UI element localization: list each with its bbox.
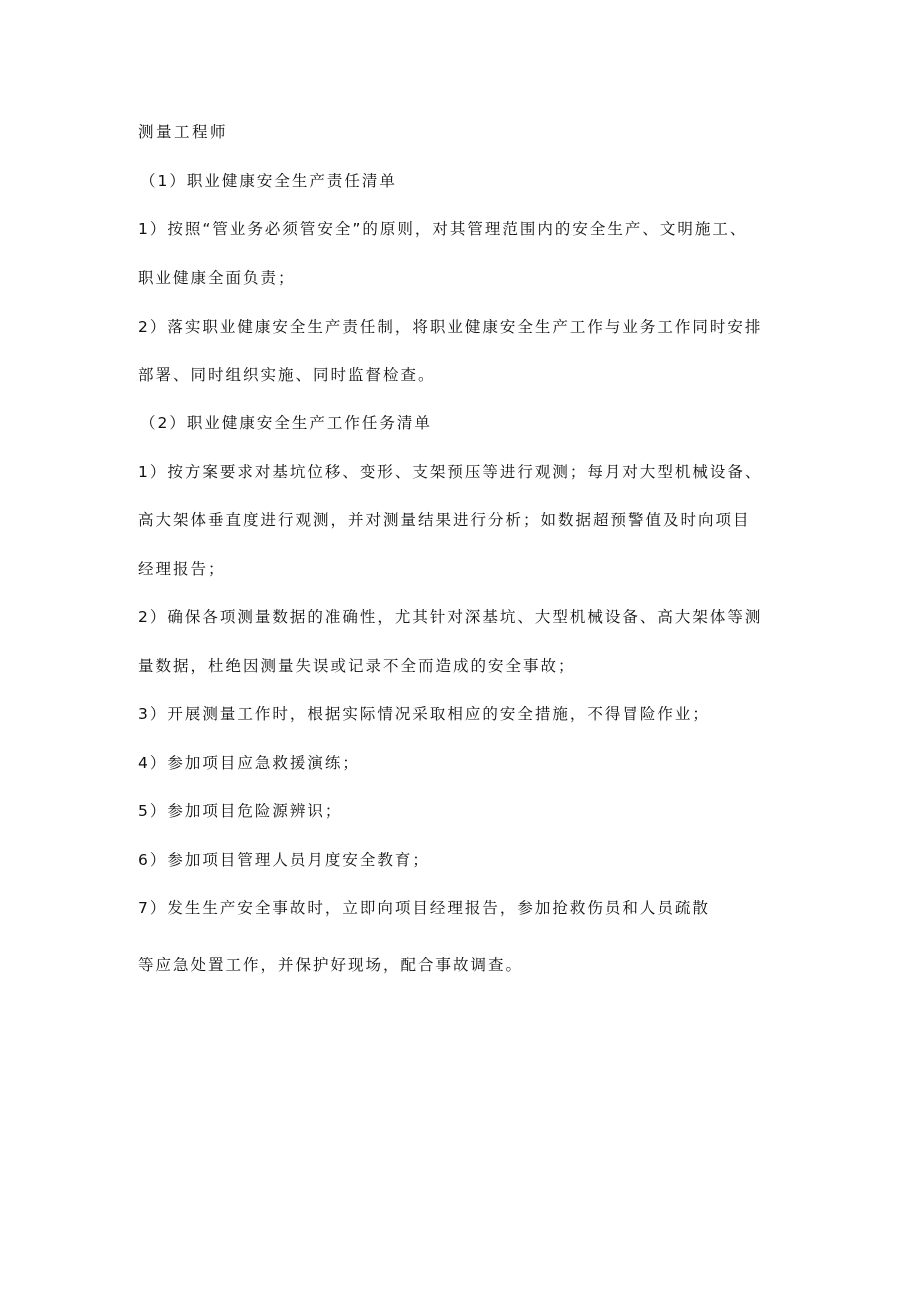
section2-item1-line3: 经理报告； [138,560,226,578]
section1-item1-line1: 1）按照“管业务必须管安全”的原则，对其管理范围内的安全生产、文明施工、 [138,220,748,238]
section2-item1-line1: 1）按方案要求对基坑位移、变形、支架预压等进行观测；每月对大型机械设备、 [138,463,763,481]
section1-item2-line1: 2）落实职业健康安全生产责任制，将职业健康安全生产工作与业务工作同时安排 [138,318,763,336]
section2-item7-line1: 7）发生生产安全事故时，立即向项目经理报告，参加抢救伤员和人员疏散 [138,899,710,917]
section1-item1-line2: 职业健康全面负责； [138,269,296,287]
section2-item2-line2: 量数据，杜绝因测量失误或记录不全而造成的安全事故； [138,657,576,675]
section2-item5: 5）参加项目危险源辨识； [138,802,343,820]
section2-item3: 3）开展测量工作时，根据实际情况采取相应的安全措施，不得冒险作业； [138,705,710,723]
section2-item6: 6）参加项目管理人员月度安全教育； [138,851,430,869]
section2-item7-line2: 等应急处置工作，并保护好现场，配合事故调查。 [138,956,524,974]
section2-item4: 4）参加项目应急救援演练； [138,754,360,772]
section1-heading: （1）职业健康安全生产责任清单 [140,172,397,190]
section1-item2-line2: 部署、同时组织实施、同时监督检查。 [138,366,436,384]
section2-item2-line1: 2）确保各项测量数据的准确性，尤其针对深基坑、大型机械设备、高大架体等测 [138,608,763,626]
section2-heading: （2）职业健康安全生产工作任务清单 [140,414,432,432]
document-title: 测量工程师 [138,123,229,141]
section2-item1-line2: 高大架体垂直度进行观测，并对测量结果进行分析；如数据超预警值及时向项目 [138,511,751,529]
